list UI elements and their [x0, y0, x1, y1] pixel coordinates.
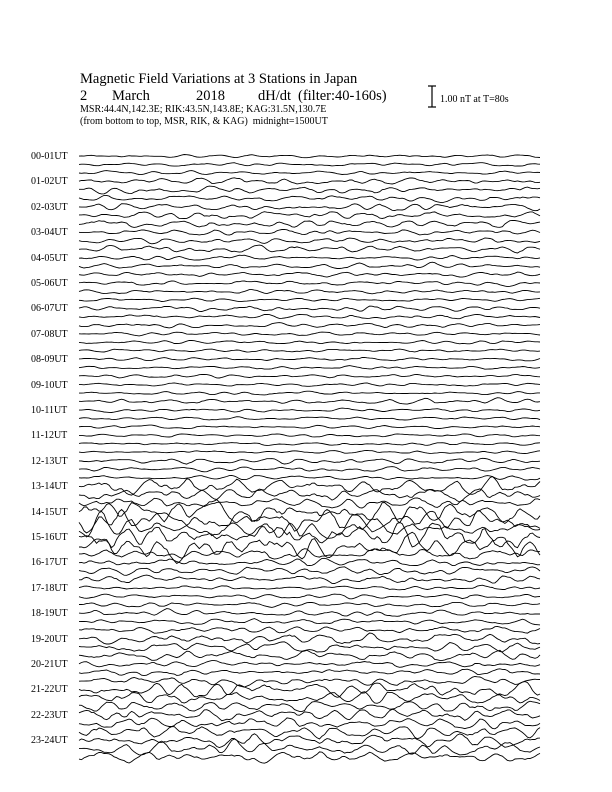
- quantity-label: dH/dt: [258, 88, 292, 104]
- trace-kag-1: [79, 195, 540, 202]
- trace-rik-6: [79, 314, 540, 318]
- trace-rik-23: [79, 739, 540, 755]
- trace-rik-7: [79, 341, 540, 344]
- hour-label: 21-22UT: [31, 684, 68, 696]
- hour-label: 22-23UT: [31, 709, 68, 721]
- trace-kag-12: [79, 475, 540, 480]
- trace-msr-12: [79, 458, 540, 464]
- trace-msr-17: [79, 585, 540, 590]
- trace-kag-5: [79, 298, 540, 301]
- trace-msr-4: [79, 255, 540, 260]
- hour-label: 16-17UT: [31, 557, 68, 569]
- hour-label: 14-15UT: [31, 506, 68, 518]
- trace-rik-18: [79, 619, 540, 625]
- trace-kag-8: [79, 374, 540, 378]
- order-note-text: (from bottom to top, MSR, RIK, & KAG): [80, 116, 248, 127]
- trace-msr-9: [79, 383, 540, 386]
- trace-msr-8: [79, 357, 540, 360]
- trace-kag-15: [79, 549, 540, 559]
- scale-label: 1.00 nT at T=80s: [440, 94, 509, 105]
- trace-rik-17: [79, 594, 540, 599]
- trace-rik-1: [79, 186, 540, 194]
- trace-rik-2: [79, 212, 540, 219]
- trace-kag-17: [79, 602, 540, 607]
- trace-rik-11: [79, 443, 540, 446]
- hour-label: 10-11UT: [31, 405, 68, 416]
- trace-msr-11: [79, 434, 540, 437]
- trace-msr-19: [79, 633, 540, 644]
- filter-label: (filter:40-160s): [298, 88, 387, 104]
- date-day: 2: [80, 88, 88, 104]
- trace-rik-19: [79, 642, 540, 652]
- trace-msr-23: [79, 734, 540, 748]
- trace-kag-2: [79, 220, 540, 227]
- hour-label: 06-07UT: [31, 303, 68, 315]
- trace-rik-3: [79, 238, 540, 244]
- trace-rik-22: [79, 718, 540, 729]
- trace-msr-6: [79, 306, 540, 311]
- trace-msr-1: [79, 178, 540, 184]
- trace-rik-0: [79, 163, 540, 166]
- trace-kag-11: [79, 450, 540, 453]
- trace-msr-2: [79, 204, 540, 211]
- trace-kag-6: [79, 323, 540, 328]
- hour-label: 05-06UT: [31, 278, 68, 289]
- trace-rik-4: [79, 262, 540, 268]
- trace-kag-22: [79, 727, 540, 739]
- trace-kag-14: [79, 511, 540, 538]
- trace-rik-10: [79, 417, 540, 420]
- trace-kag-16: [79, 575, 540, 583]
- trace-kag-7: [79, 349, 540, 352]
- hour-label: 09-10UT: [31, 379, 68, 391]
- trace-kag-13: [79, 498, 540, 508]
- trace-group: [79, 155, 540, 764]
- trace-kag-0: [79, 171, 540, 175]
- trace-rik-9: [79, 391, 540, 395]
- hour-label: 17-18UT: [31, 582, 68, 594]
- trace-msr-20: [79, 661, 540, 668]
- hour-label: 13-14UT: [31, 481, 68, 493]
- hour-label: 07-08UT: [31, 328, 68, 340]
- trace-kag-10: [79, 425, 540, 428]
- trace-kag-18: [79, 626, 540, 633]
- hour-label: 18-19UT: [31, 608, 68, 620]
- trace-msr-0: [79, 155, 540, 158]
- chart-title: Magnetic Field Variations at 3 Stations in Japan: [80, 71, 358, 87]
- trace-msr-18: [79, 609, 540, 617]
- hour-label: 02-03UT: [31, 201, 68, 213]
- trace-kag-4: [79, 272, 540, 277]
- trace-msr-21: [79, 682, 540, 698]
- hour-label: 12-13UT: [31, 455, 68, 467]
- trace-rik-20: [79, 669, 540, 676]
- trace-rik-5: [79, 290, 540, 294]
- hour-label: 08-09UT: [31, 354, 68, 366]
- hour-label: 04-05UT: [31, 252, 68, 264]
- date-year: 2018: [196, 88, 225, 104]
- date-month: March: [112, 88, 150, 104]
- trace-msr-5: [79, 281, 540, 287]
- trace-msr-22: [79, 709, 540, 720]
- hour-label: 20-21UT: [31, 659, 68, 670]
- hour-label: 11-12UT: [31, 430, 68, 442]
- hour-label: 03-04UT: [31, 227, 68, 239]
- hour-label: 15-16UT: [31, 532, 68, 543]
- trace-rik-8: [79, 366, 540, 370]
- trace-kag-19: [79, 650, 540, 660]
- hour-label: 00-01UT: [31, 151, 68, 162]
- trace-msr-7: [79, 332, 540, 336]
- trace-kag-3: [79, 245, 540, 253]
- hour-label: 01-02UT: [31, 176, 68, 188]
- hour-label: 19-20UT: [31, 633, 68, 645]
- midnight-note: midnight=1500UT: [252, 116, 328, 127]
- trace-msr-3: [79, 229, 540, 235]
- trace-rik-16: [79, 567, 540, 576]
- trace-msr-16: [79, 558, 540, 565]
- trace-msr-10: [79, 408, 540, 412]
- trace-kag-9: [79, 398, 540, 404]
- trace-rik-12: [79, 467, 540, 472]
- hour-label: 23-24UT: [31, 735, 68, 747]
- trace-kag-23: [79, 752, 540, 763]
- station-info: MSR:44.4N,142.3E; RIK:43.5N,143.8E; KAG:31.5N,130.7E: [80, 104, 327, 115]
- scale-bar: [428, 86, 436, 107]
